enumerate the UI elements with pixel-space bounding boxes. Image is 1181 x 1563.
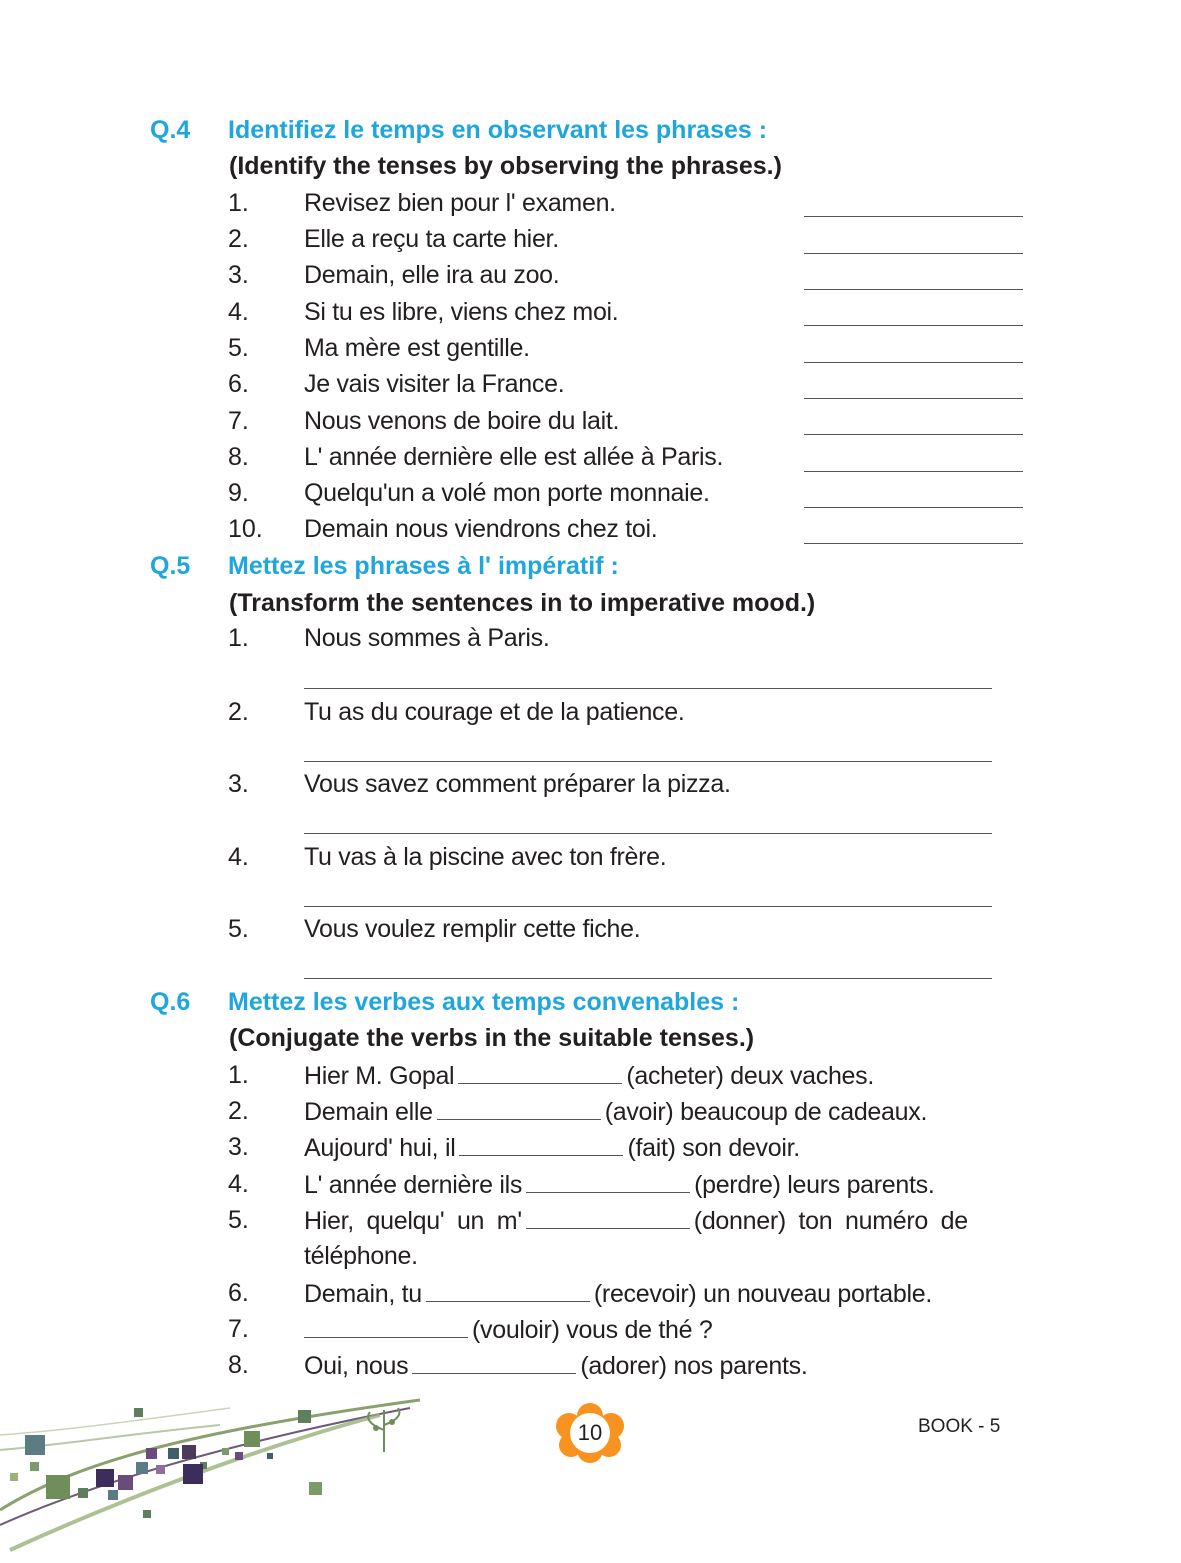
q6-item-8-blank[interactable] [412, 1351, 576, 1374]
q5-subtitle: (Transform the sentences in to imperative mood.) [229, 589, 816, 617]
q4-item-7-answer-line[interactable] [804, 434, 1023, 435]
q6-item-6-number: 6. [228, 1279, 249, 1307]
q5-item-5-text: Vous voulez remplir cette fiche. [304, 915, 641, 943]
q6-item-4-blank[interactable] [526, 1170, 690, 1193]
q5-item-3-number: 3. [228, 770, 249, 798]
q4-item-3-number: 3. [228, 261, 249, 289]
q6-item-2-blank[interactable] [437, 1097, 601, 1120]
footer-decoration [0, 1390, 440, 1563]
q6-item-5 [304, 1206, 968, 1236]
q6-item-5-blank[interactable] [526, 1206, 690, 1229]
q6-item-1-before: Hier M. Gopal [304, 1062, 455, 1090]
q6-item-8-number: 8. [228, 1351, 249, 1379]
q4-item-5-text: Ma mère est gentille. [304, 334, 530, 362]
q6-item-7-after: (vouloir) vous de thé ? [472, 1316, 713, 1344]
q6-item-3 [304, 1133, 800, 1163]
q6-item-5-number: 5. [228, 1206, 249, 1234]
q6-item-8-before: Oui, nous [304, 1352, 409, 1380]
q4-item-3-answer-line[interactable] [804, 289, 1023, 290]
q4-item-9-answer-line[interactable] [804, 507, 1023, 508]
q4-item-5-number: 5. [228, 334, 249, 362]
q6-number: Q.6 [150, 988, 191, 1016]
q6-item-4-after: (perdre) leurs parents. [694, 1171, 935, 1199]
q4-item-10-answer-line[interactable] [804, 543, 1023, 544]
q4-item-6-number: 6. [228, 370, 249, 398]
q5-item-3-text: Vous savez comment préparer la pizza. [304, 770, 731, 798]
q6-item-8-after: (adorer) nos parents. [580, 1352, 808, 1380]
q6-item-3-blank[interactable] [459, 1133, 623, 1156]
q6-item-7 [300, 1315, 712, 1345]
q4-item-5-answer-line[interactable] [804, 362, 1023, 363]
q4-item-7-number: 7. [228, 407, 249, 435]
q5-item-4-answer-line[interactable] [304, 906, 992, 907]
q6-subtitle: (Conjugate the verbs in the suitable tenses.) [229, 1024, 755, 1052]
q5-item-2-number: 2. [228, 698, 249, 726]
q6-item-5-continuation: téléphone. [304, 1242, 418, 1270]
q5-item-5-answer-line[interactable] [304, 978, 992, 979]
q5-item-1-answer-line[interactable] [304, 688, 992, 689]
q5-item-5-number: 5. [228, 915, 249, 943]
q4-item-6-answer-line[interactable] [804, 398, 1023, 399]
q6-item-5-after: (donner) ton numéro de [693, 1207, 968, 1235]
q4-item-2-text: Elle a reçu ta carte hier. [304, 225, 559, 253]
q4-item-8-answer-line[interactable] [804, 471, 1023, 472]
q6-item-3-after: (fait) son devoir. [627, 1134, 800, 1162]
book-label: BOOK - 5 [918, 1416, 1001, 1437]
q4-item-1-text: Revisez bien pour l' examen. [304, 189, 616, 217]
q4-number: Q.4 [150, 116, 191, 144]
q5-item-3-answer-line[interactable] [304, 833, 992, 834]
q5-item-4-text: Tu vas à la piscine avec ton frère. [304, 843, 667, 871]
q6-item-4-number: 4. [228, 1170, 249, 1198]
q6-item-1 [304, 1061, 874, 1091]
q4-item-1-answer-line[interactable] [804, 216, 1023, 217]
q4-heading [150, 116, 767, 145]
q4-item-7-text: Nous venons de boire du lait. [304, 407, 620, 435]
q6-item-1-blank[interactable] [458, 1061, 622, 1084]
q6-item-5-before: Hier, quelqu' un m' [304, 1207, 522, 1235]
q4-item-9-text: Quelqu'un a volé mon porte monnaie. [304, 479, 710, 507]
q4-item-9-number: 9. [228, 479, 249, 507]
q6-item-6-after: (recevoir) un nouveau portable. [593, 1280, 933, 1308]
q4-item-3-text: Demain, elle ira au zoo. [304, 261, 560, 289]
q4-item-2-answer-line[interactable] [804, 253, 1023, 254]
q5-item-4-number: 4. [228, 843, 249, 871]
q6-title: Mettez les verbes aux temps convenables : [228, 988, 740, 1016]
q5-item-2-answer-line[interactable] [304, 761, 992, 762]
q6-item-6-before: Demain, tu [304, 1280, 422, 1308]
q6-item-2-number: 2. [228, 1097, 249, 1125]
q4-title: Identifiez le temps en observant les phrases : [228, 116, 768, 144]
q6-item-2-after: (avoir) beaucoup de cadeaux. [604, 1098, 928, 1126]
q5-number: Q.5 [150, 552, 191, 580]
q4-item-8-text: L' année dernière elle est allée à Paris. [304, 443, 724, 471]
q4-item-10-text: Demain nous viendrons chez toi. [304, 515, 658, 543]
q4-item-8-number: 8. [228, 443, 249, 471]
page-number: 10 [577, 1420, 603, 1445]
q5-item-1-number: 1. [228, 624, 249, 652]
q4-item-4-text: Si tu es libre, viens chez moi. [304, 298, 619, 326]
q4-item-10-number: 10. [228, 515, 263, 543]
q5-item-2-text: Tu as du courage et de la patience. [304, 698, 685, 726]
q4-item-4-answer-line[interactable] [804, 325, 1023, 326]
q4-item-6-text: Je vais visiter la France. [304, 370, 565, 398]
q6-item-2-before: Demain elle [304, 1098, 433, 1126]
q6-item-7-number: 7. [228, 1315, 249, 1343]
q5-heading [150, 552, 619, 581]
q4-subtitle: (Identify the tenses by observing the phrases.) [229, 152, 782, 180]
q6-item-8 [304, 1351, 807, 1381]
q6-item-2 [304, 1097, 927, 1127]
q4-item-4-number: 4. [228, 298, 249, 326]
q6-item-3-before: Aujourd' hui, il [304, 1134, 456, 1162]
q6-item-6 [304, 1279, 932, 1309]
q4-item-1-number: 1. [228, 189, 249, 217]
q6-item-4 [304, 1170, 935, 1200]
q6-item-1-number: 1. [228, 1061, 249, 1089]
q6-item-3-number: 3. [228, 1133, 249, 1161]
q6-item-7-blank[interactable] [304, 1315, 468, 1338]
q6-item-6-blank[interactable] [426, 1279, 590, 1302]
q4-item-2-number: 2. [228, 225, 249, 253]
q6-heading [150, 988, 739, 1017]
q6-item-4-before: L' année dernière ils [304, 1171, 523, 1199]
q5-item-1-text: Nous sommes à Paris. [304, 624, 550, 652]
q5-title: Mettez les phrases à l' impératif : [228, 552, 619, 580]
q6-item-1-after: (acheter) deux vaches. [626, 1062, 875, 1090]
